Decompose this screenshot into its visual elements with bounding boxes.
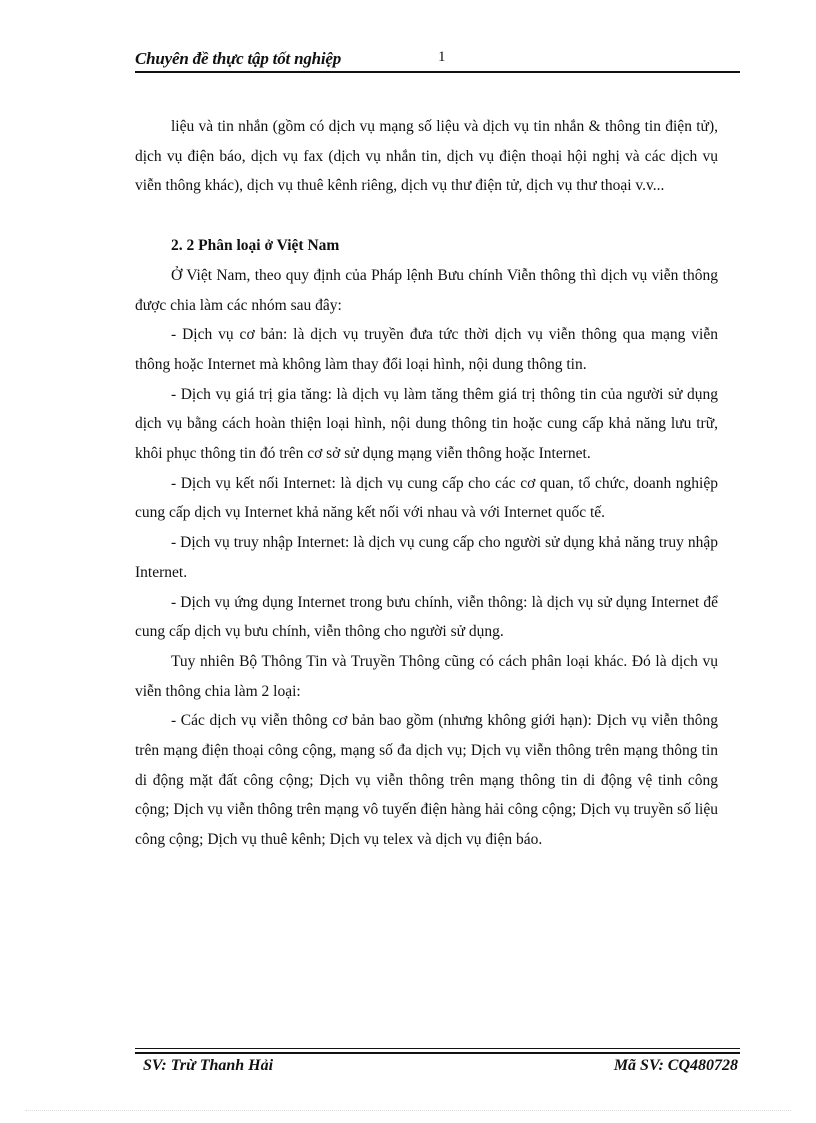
student-id: Mã SV: CQ480728 [613,1057,738,1074]
document-title: Chuyên đề thực tập tốt nghiệp [135,49,342,68]
paragraph-intro: Ở Việt Nam, theo quy định của Pháp lệnh Bưu chính Viễn thông thì dịch vụ viễn thông được chia làm các nhóm sau đây: [135,266,718,314]
section-gap [135,201,718,231]
paragraph-internet-application: - Dịch vụ ứng dụng Internet trong bưu chính, viễn thông: là dịch vụ sử dụng Internet để cung cấp dịch vụ bưu chính, viễn thông cho người sử dụng. [135,593,718,641]
paragraph-internet-access: - Dịch vụ truy nhập Internet: là dịch vụ cung cấp cho người sử dụng khả năng truy nhập Internet. [135,534,718,581]
header-rule [135,71,740,73]
paragraph-internet-connection: - Dịch vụ kết nối Internet: là dịch vụ cung cấp cho các cơ quan, tổ chức, doanh nghiệp cung cấp dịch vụ Internet khả năng kết nối với nhau và với Internet quốc tế. [135,474,718,522]
footer-rule-thin [135,1048,740,1049]
footer-rule-thick [135,1052,740,1054]
student-name: SV: Trừ Thanh Hải [143,1057,274,1074]
paragraph-services-list: liệu và tin nhắn (gồm có dịch vụ mạng số liệu và dịch vụ tin nhắn & thông tin điện tử), dịch vụ điện báo, dịch vụ fax (dịch vụ nhắn tin, dịch vụ điện thoại hội nghị và các dịch vụ viễn thông khác), dịch vụ thuê kênh riêng, dịch vụ thư điện tử, dịch vụ thư thoại v.v... [135,118,718,195]
page-number: 1 [438,49,446,65]
page-body [135,112,718,855]
page-header [135,47,740,73]
page-footer [135,1048,740,1078]
page-edge-divider [25,1110,791,1111]
paragraph-ministry-classification: Tuy nhiên Bộ Thông Tin và Truyền Thông cũng có cách phân loại khác. Đó là dịch vụ viễn thông chia làm 2 loại: [135,652,718,700]
paragraph-basic-services-list: - Các dịch vụ viễn thông cơ bản bao gồm (nhưng không giới hạn): Dịch vụ viễn thông trên mạng điện thoại công cộng, mạng số đa dịch vụ; Dịch vụ viễn thông trên mạng thông tin di động mặt đất công cộng; Dịch vụ viễn thông trên mạng thông tin di động vệ tinh công cộng; Dịch vụ viễn thông trên mạng vô tuyến điện hàng hải công cộng; Dịch vụ truyền số liệu công cộng; Dịch vụ thuê kênh; Dịch vụ telex và dịch vụ điện báo. [135,712,718,849]
section-heading: 2. 2 Phân loại ở Việt Nam [171,237,340,255]
paragraph-basic-service: - Dịch vụ cơ bản: là dịch vụ truyền đưa tức thời dịch vụ viễn thông qua mạng viễn thông hoặc Internet mà không làm thay đổi loại hình, nội dung thông tin. [135,326,718,373]
paragraph-value-added-service: - Dịch vụ giá trị gia tăng: là dịch vụ làm tăng thêm giá trị thông tin của người sử dụng dịch vụ bằng cách hoàn thiện loại hình, nội dung thông tin hoặc cung cấp khả năng lưu trữ, khôi phục thông tin đó trên cơ sở sử dụng mạng viễn thông hoặc Internet. [135,385,718,463]
